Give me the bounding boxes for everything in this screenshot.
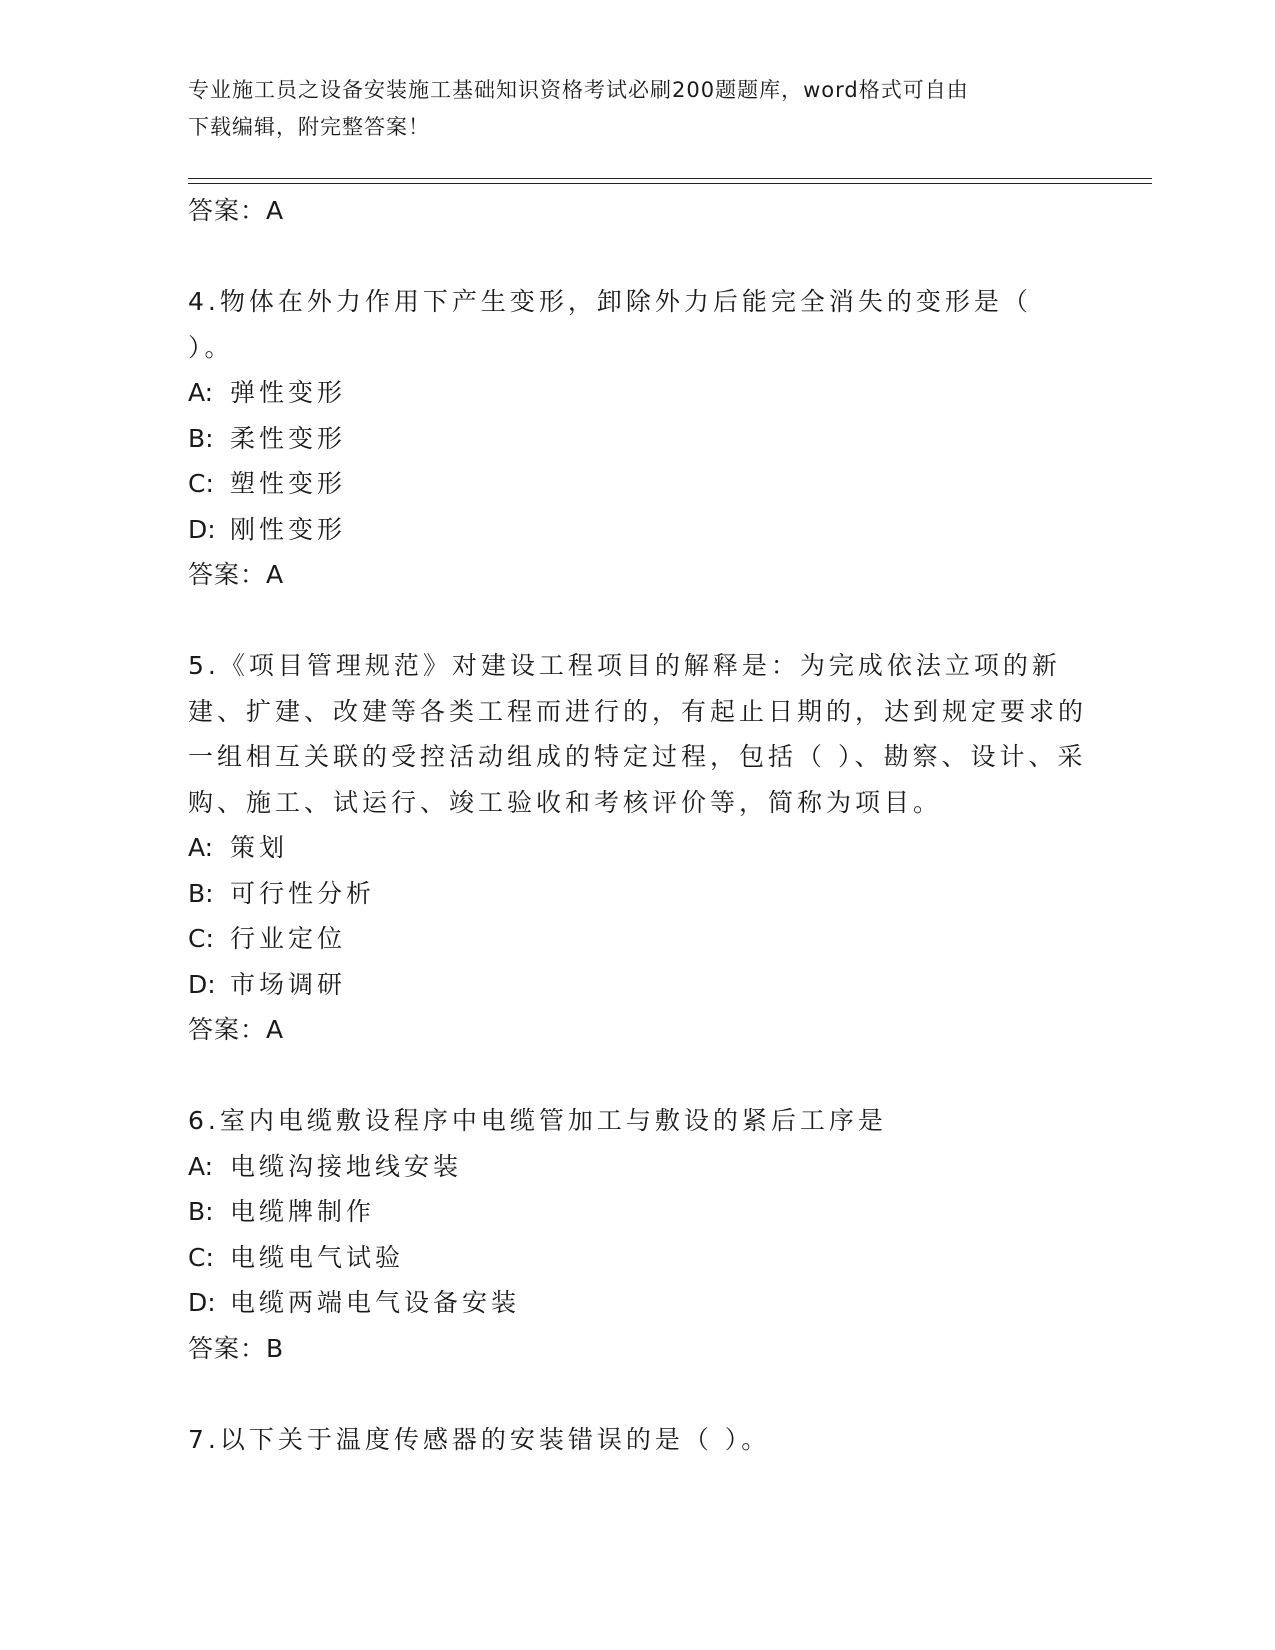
option-a <box>188 1144 1088 1190</box>
header-divider-top <box>188 178 1152 179</box>
option-key: C: <box>188 1242 214 1272</box>
option-key: A: <box>188 378 214 407</box>
option-text: 行业定位 <box>230 924 347 953</box>
option-text: 刚性变形 <box>230 514 347 544</box>
question-text: 5.《项目管理规范》对建设工程项目的解释是：为完成依法立项的新建、扩建、改建等各类工程而进行的，有起止日期的，达到规定要求的一组相互关联的受控活动组成的特定过程，包括（ ）、勘察、设计、采购、施工、试运行、竣工验收和考核评价等，简称为项目。 <box>188 651 1088 817</box>
option-key: B: <box>188 423 214 453</box>
answer-label: 答案： <box>188 1015 267 1044</box>
option-text: 策划 <box>230 833 289 862</box>
question-answer <box>188 1007 1088 1053</box>
option-d <box>188 507 1088 553</box>
header-line-2: 下载编辑，附完整答案！ <box>188 115 430 139</box>
option-c <box>188 916 1088 962</box>
option-text: 电缆两端电气设备安装 <box>230 1288 521 1317</box>
question-text: 4.物体在外力作用下产生变形，卸除外力后能完全消失的变形是（ ）。 <box>188 287 1032 362</box>
option-key: C: <box>188 469 214 498</box>
answer-value: A <box>266 560 285 589</box>
option-text: 柔性变形 <box>230 423 347 453</box>
question-5 <box>188 643 1088 1053</box>
option-key: A: <box>188 1151 214 1181</box>
option-b <box>188 871 1088 917</box>
answer-label: 答案： <box>188 560 267 589</box>
option-key: B: <box>188 1197 214 1226</box>
header-line-1: 专业施工员之设备安装施工基础知识资格考试必刷200题题库，word格式可自由 <box>188 78 969 102</box>
option-key: C: <box>188 924 214 953</box>
answer-value: A <box>266 1015 285 1044</box>
question-list <box>188 188 1088 1462</box>
option-key: D: <box>188 514 216 544</box>
option-text: 电缆电气试验 <box>230 1242 405 1272</box>
question-text: 7.以下关于温度传感器的安装错误的是（ ）。 <box>188 1424 771 1454</box>
option-d <box>188 962 1088 1008</box>
option-c <box>188 1235 1088 1281</box>
option-d <box>188 1280 1088 1326</box>
question-answer <box>188 552 1088 598</box>
option-key: D: <box>188 1288 216 1317</box>
option-a <box>188 825 1088 871</box>
answer-label: 答案： <box>188 1333 267 1363</box>
option-c <box>188 461 1088 507</box>
option-key: A: <box>188 833 214 862</box>
option-text: 塑性变形 <box>230 469 347 498</box>
option-text: 弹性变形 <box>230 378 347 407</box>
header-divider-bottom <box>188 183 1152 184</box>
option-key: D: <box>188 969 216 999</box>
option-b <box>188 416 1088 462</box>
option-b <box>188 1189 1088 1235</box>
option-text: 可行性分析 <box>230 878 376 908</box>
answer-value: A <box>266 196 285 225</box>
option-a <box>188 370 1088 416</box>
question-4 <box>188 279 1088 598</box>
answer-label: 答案： <box>188 196 267 225</box>
option-text: 市场调研 <box>230 969 347 999</box>
question-6 <box>188 1098 1088 1372</box>
question-7 <box>188 1417 1088 1463</box>
option-key: B: <box>188 878 214 908</box>
option-text: 电缆牌制作 <box>230 1197 376 1226</box>
question-answer <box>188 1326 1088 1372</box>
answer-value: B <box>266 1333 285 1363</box>
question-text: 6.室内电缆敷设程序中电缆管加工与敷设的紧后工序是 <box>188 1106 887 1135</box>
document-header <box>188 72 1068 146</box>
option-text: 电缆沟接地线安装 <box>230 1151 463 1181</box>
previous-answer <box>188 188 1088 234</box>
